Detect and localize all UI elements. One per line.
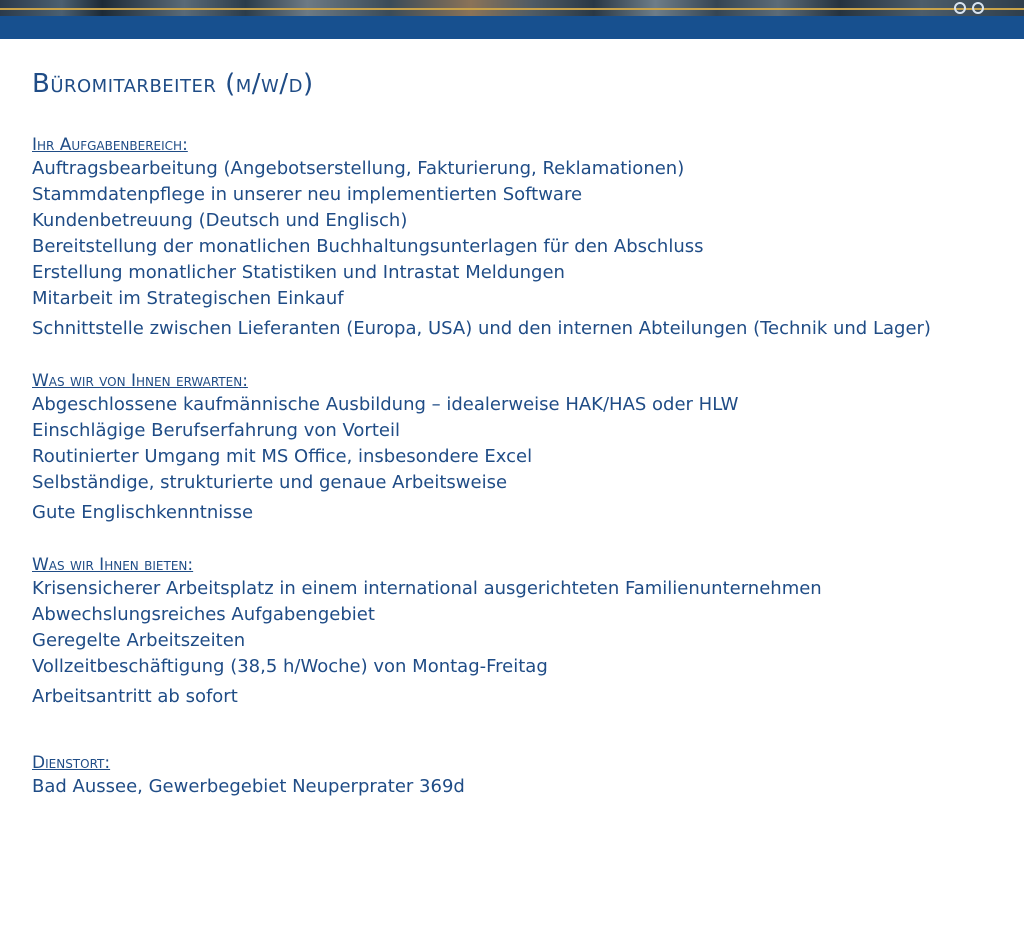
section-heading: Was wir von Ihnen erwarten: bbox=[32, 371, 248, 391]
circle-icon[interactable] bbox=[954, 2, 966, 14]
section-offer bbox=[32, 554, 1012, 710]
list-item: Mitarbeit im Strategischen Einkauf bbox=[32, 288, 344, 309]
section-heading: Was wir Ihnen bieten: bbox=[32, 555, 194, 575]
list-item: Krisensicherer Arbeitsplatz in einem international ausgerichteten Familienunternehmen bbox=[32, 578, 822, 599]
list-item: Einschlägige Berufserfahrung von Vorteil bbox=[32, 420, 400, 441]
header-divider bbox=[0, 8, 1024, 10]
list-item: Bad Aussee, Gewerbegebiet Neuperprater 369d bbox=[32, 776, 465, 797]
page-title: Büromitarbeiter (m/w/d) bbox=[32, 69, 314, 99]
section-heading: Dienstort: bbox=[32, 753, 111, 773]
list-item: Gute Englischkenntnisse bbox=[32, 502, 254, 523]
item-list bbox=[32, 392, 1012, 526]
header-banner bbox=[0, 0, 1024, 39]
header-icons bbox=[954, 2, 984, 14]
list-item: Abgeschlossene kaufmännische Ausbildung – idealerweise HAK/HAS oder HLW bbox=[32, 394, 739, 415]
list-item: Auftragsbearbeitung (Angebotserstellung, Fakturierung, Reklamationen) bbox=[32, 158, 685, 179]
list-item: Schnittstelle zwischen Lieferanten (Europa, USA) und den internen Abteilungen (Technik und Lager) bbox=[32, 318, 931, 339]
circle-icon[interactable] bbox=[972, 2, 984, 14]
list-item: Kundenbetreuung (Deutsch und Englisch) bbox=[32, 210, 408, 231]
list-item: Arbeitsantritt ab sofort bbox=[32, 686, 238, 707]
item-list bbox=[32, 576, 1012, 710]
list-item: Selbständige, strukturierte und genaue Arbeitsweise bbox=[32, 472, 508, 493]
item-list bbox=[32, 774, 1012, 800]
list-item: Routinierter Umgang mit MS Office, insbesondere Excel bbox=[32, 446, 533, 467]
list-item: Vollzeitbeschäftigung (38,5 h/Woche) von Montag-Freitag bbox=[32, 656, 548, 677]
job-posting bbox=[32, 66, 1012, 800]
section-heading: Ihr Aufgabenbereich: bbox=[32, 135, 188, 155]
list-item: Abwechslungsreiches Aufgabengebiet bbox=[32, 604, 375, 625]
list-item: Erstellung monatlicher Statistiken und Intrastat Meldungen bbox=[32, 262, 565, 283]
list-item: Geregelte Arbeitszeiten bbox=[32, 630, 246, 651]
item-list bbox=[32, 156, 1012, 342]
section-location bbox=[32, 752, 1012, 800]
list-item: Stammdatenpflege in unserer neu implementierten Software bbox=[32, 184, 583, 205]
section-requirements bbox=[32, 370, 1012, 526]
section-responsibilities bbox=[32, 134, 1012, 342]
list-item: Bereitstellung der monatlichen Buchhaltungsunterlagen für den Abschluss bbox=[32, 236, 704, 257]
